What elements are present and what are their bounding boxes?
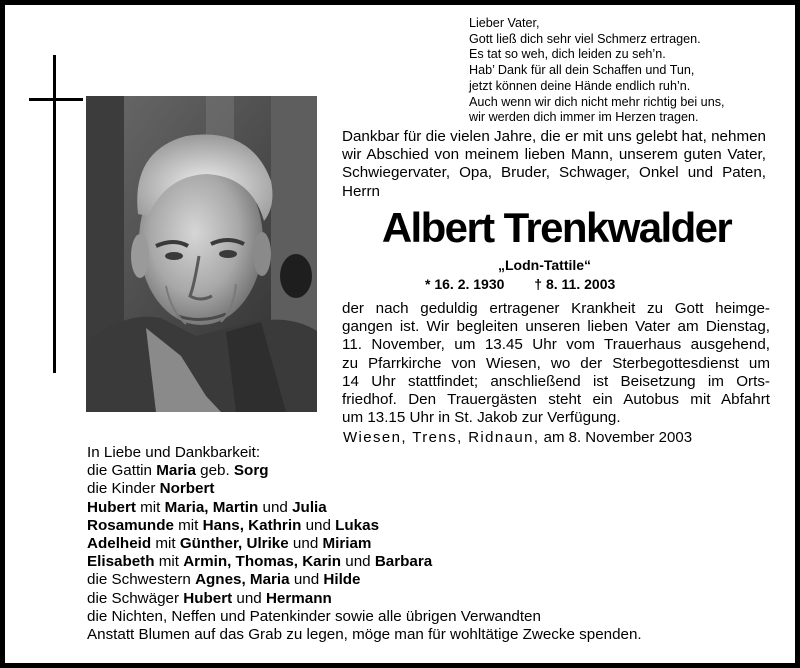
poem-line: jetzt können deine Hände endlich ruh’n.: [469, 78, 691, 93]
poem-line: Hab’ Dank für all dein Schaffen und Tun,: [469, 63, 695, 78]
notice-date: am 8. November 2003: [543, 429, 693, 446]
poem-line: wir werden dich immer im Herzen tragen.: [469, 110, 699, 125]
mourner-family-rosamunde: Rosamunde mit Hans, Kathrin und Lukas: [87, 516, 380, 534]
funeral-line: der nach geduldig ertragener Krankheit zu Gott heimge-: [342, 300, 770, 317]
poem-line: Lieber Vater,: [469, 16, 540, 30]
deceased-nickname: „Lodn-Tattile“: [498, 257, 592, 273]
poem-line: Auch wenn wir dich nicht mehr richtig bei uns,: [469, 94, 725, 109]
place-towns: Wiesen, Trens, Ridnaun,: [343, 429, 540, 446]
poem-line: Es tat so weh, dich leiden zu seh’n.: [469, 47, 666, 62]
funeral-line: um 13.15 Uhr in St. Jakob zur Verfügung.: [342, 409, 621, 427]
funeral-line: 11. November, um 13.45 Uhr vom Trauerhaus ausgehend,: [342, 336, 770, 354]
mourner-sisters: die Schwestern Agnes, Maria und Hilde: [87, 571, 361, 589]
funeral-line: gangen ist. Wir begleiten unseren lieben Vater am Dienstag,: [342, 318, 770, 336]
poem-line: Gott ließ dich sehr viel Schmerz ertragen.: [469, 31, 701, 46]
poem: [469, 16, 725, 126]
death-date: † 8. 11. 2003: [534, 276, 616, 292]
mourner-family-adelheid: Adelheid mit Günther, Ulrike und Miriam: [87, 534, 372, 552]
portrait-photo: [86, 96, 317, 412]
closing-request: Anstatt Blumen auf das Grab zu legen, möge man für wohltätige Zwecke spenden.: [87, 626, 642, 643]
mourners-heading: In Liebe und Dankbarkeit:: [87, 444, 261, 461]
funeral-line: 14 Uhr stattfindet; anschließend ist Beisetzung im Orts-: [342, 372, 770, 390]
funeral-line: zu Pfarrkirche von Wiesen, wo der Sterbegottesdienst um: [342, 354, 770, 372]
mourners-list: [87, 444, 541, 626]
intro-text: Dankbar für die vielen Jahre, die er mit uns gelebt hat, nehmen wir Abschied von meinem lieben Mann, unserem guten Vater, Schwiegervater, Opa, Bruder, Schwager, Onkel und Paten, Herrn: [342, 128, 766, 200]
funeral-line: friedhof. Den Trauergästen steht ein Autobus mit Abfahrt: [342, 391, 770, 409]
mourner-children: die Kinder Norbert: [87, 480, 215, 498]
birth-date: * 16. 2. 1930: [425, 276, 505, 292]
funeral-details: [342, 300, 770, 427]
mourner-relatives: die Nichten, Neffen und Patenkinder sowie alle übrigen Verwandten: [87, 607, 541, 625]
mourner-family-elisabeth: Elisabeth mit Armin, Thomas, Karin und Barbara: [87, 553, 433, 571]
cross-icon: [53, 55, 56, 373]
mourner-wife: die Gattin Maria geb. Sorg: [87, 462, 269, 480]
mourner-family-hubert: Hubert mit Maria, Martin und Julia: [87, 498, 327, 516]
cross-icon-bar: [29, 98, 83, 101]
deceased-name: Albert Trenkwalder: [381, 204, 732, 251]
mourner-brothers-in-law: die Schwäger Hubert und Hermann: [87, 589, 332, 607]
life-dates: [425, 276, 615, 292]
